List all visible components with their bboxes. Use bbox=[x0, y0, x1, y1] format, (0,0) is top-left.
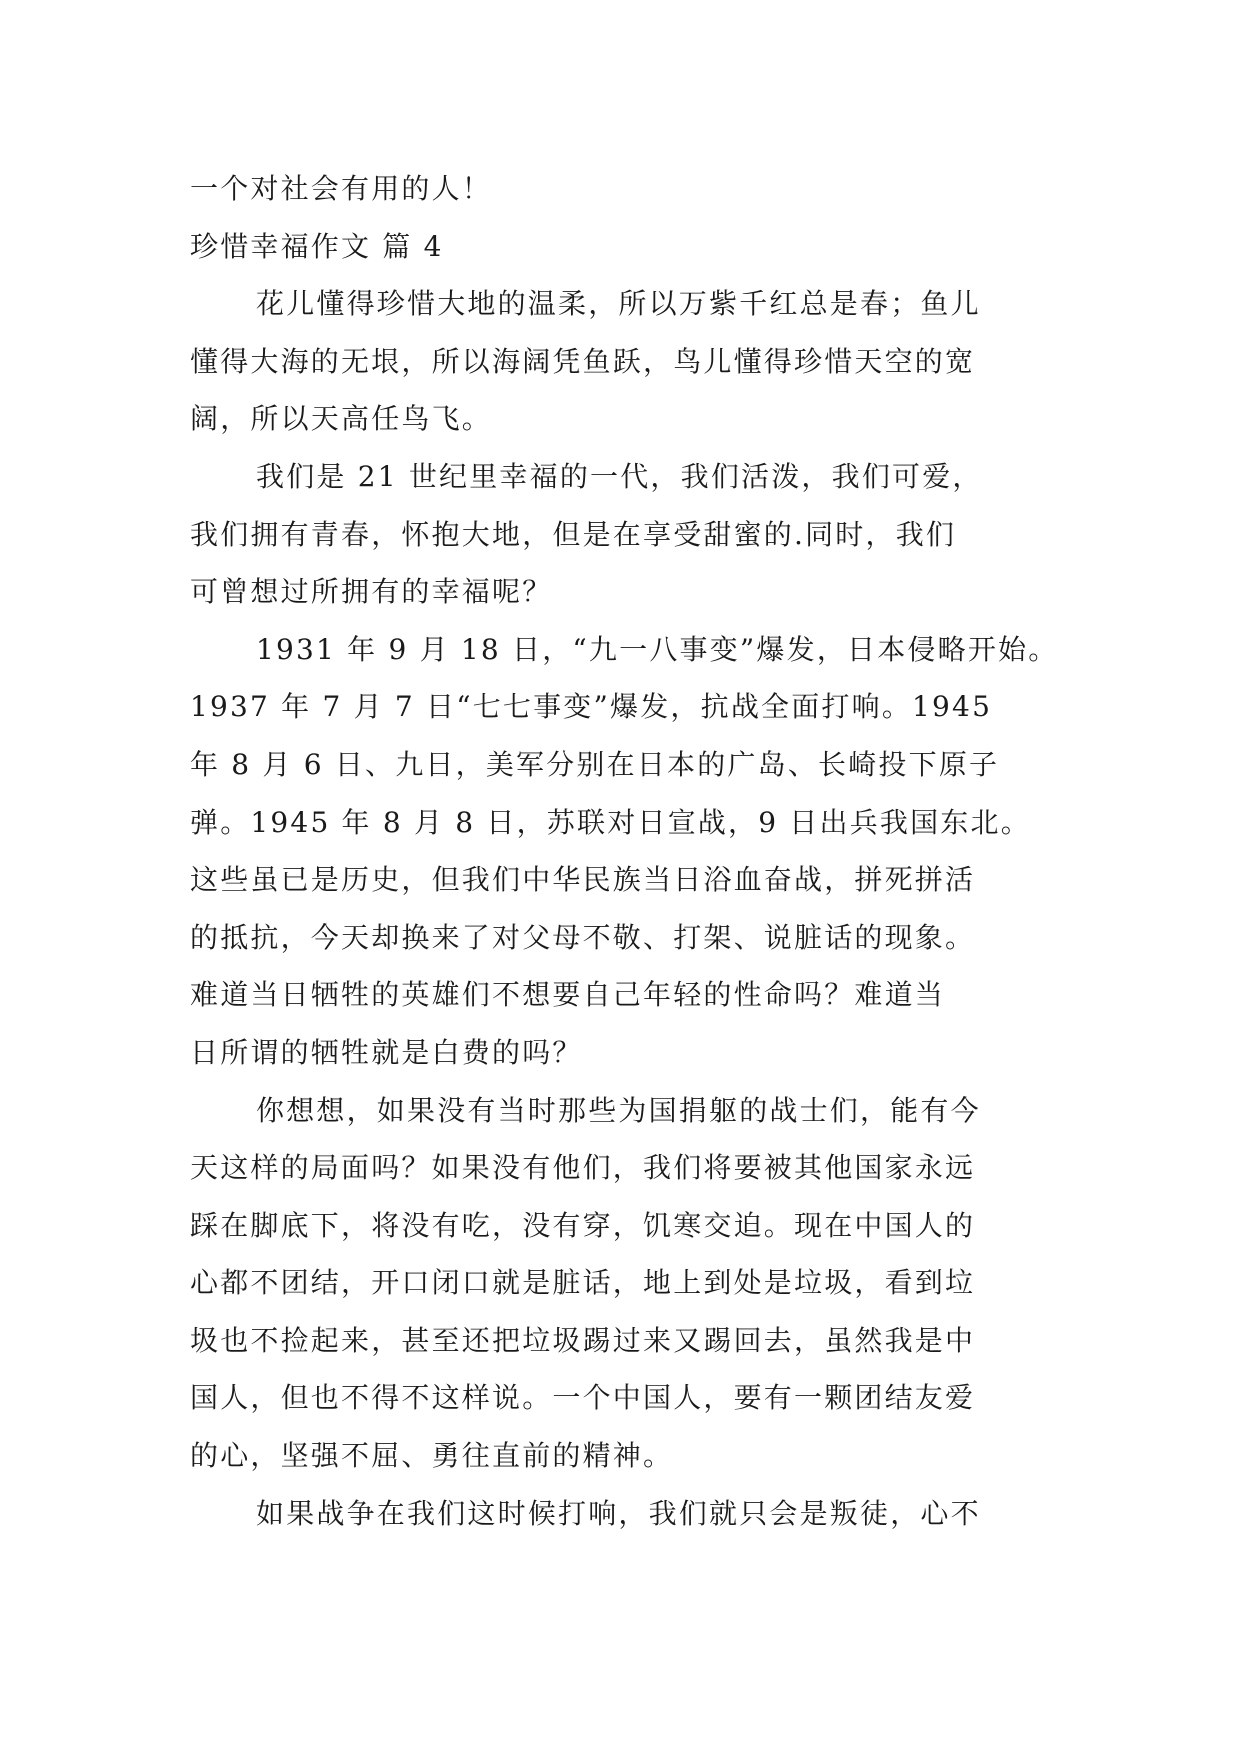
paragraph-first-line: 花儿懂得珍惜大地的温柔，所以万紫千红总是春；鱼儿 bbox=[256, 287, 981, 321]
text-line: 难道当日牺牲的英雄们不想要自己年轻的性命吗？难道当 bbox=[190, 978, 946, 1012]
text-line: 阔，所以天高任鸟飞。 bbox=[190, 402, 493, 436]
text-line: 一个对社会有用的人！ bbox=[190, 172, 493, 205]
text-line: 的心，坚强不屈、勇往直前的精神。 bbox=[190, 1439, 674, 1473]
text-line: 我们拥有青春，怀抱大地，但是在享受甜蜜的.同时，我们 bbox=[190, 517, 957, 551]
text-line: 可曾想过所拥有的幸福呢？ bbox=[190, 575, 553, 609]
text-line: 心都不团结，开口闭口就是脏话，地上到处是垃圾，看到垃 bbox=[190, 1266, 976, 1300]
paragraph-first-line: 你想想，如果没有当时那些为国捐躯的战士们，能有今 bbox=[256, 1093, 981, 1127]
text-line: 圾也不捡起来，甚至还把垃圾踢过来又踢回去，虽然我是中 bbox=[190, 1323, 976, 1357]
text-line: 踩在脚底下，将没有吃，没有穿，饥寒交迫。现在中国人的 bbox=[190, 1208, 976, 1242]
text-line: 日所谓的牺牲就是白费的吗？ bbox=[190, 1035, 583, 1069]
text-line: 这些虽已是历史，但我们中华民族当日浴血奋战，拼死拼活 bbox=[190, 863, 976, 897]
paragraph-first-line: 我们是 21 世纪里幸福的一代，我们活泼，我们可爱， bbox=[256, 459, 983, 493]
section-heading: 珍惜幸福作文 篇 4 bbox=[190, 229, 444, 263]
paragraph-first-line: 1931 年 9 月 18 日，“九一八事变”爆发，日本侵略开始。 bbox=[256, 632, 1059, 666]
text-line: 1937 年 7 月 7 日“七七事变”爆发，抗战全面打响。1945 bbox=[190, 690, 993, 724]
paragraph-first-line: 如果战争在我们这时候打响，我们就只会是叛徒，心不 bbox=[256, 1496, 981, 1530]
text-line: 国人，但也不得不这样说。一个中国人，要有一颗团结友爱 bbox=[190, 1381, 976, 1415]
text-line: 年 8 月 6 日、九日，美军分别在日本的广岛、长崎投下原子 bbox=[190, 747, 1000, 781]
text-line: 弹。1945 年 8 月 8 日，苏联对日宣战，9 日出兵我国东北。 bbox=[190, 805, 1031, 839]
document-page bbox=[190, 160, 1070, 1542]
text-line: 的抵抗，今天却换来了对父母不敬、打架、说脏话的现象。 bbox=[190, 920, 976, 954]
text-line: 天这样的局面吗？如果没有他们，我们将要被其他国家永远 bbox=[190, 1151, 976, 1185]
text-line: 懂得大海的无垠，所以海阔凭鱼跃，鸟儿懂得珍惜天空的宽 bbox=[190, 344, 976, 378]
